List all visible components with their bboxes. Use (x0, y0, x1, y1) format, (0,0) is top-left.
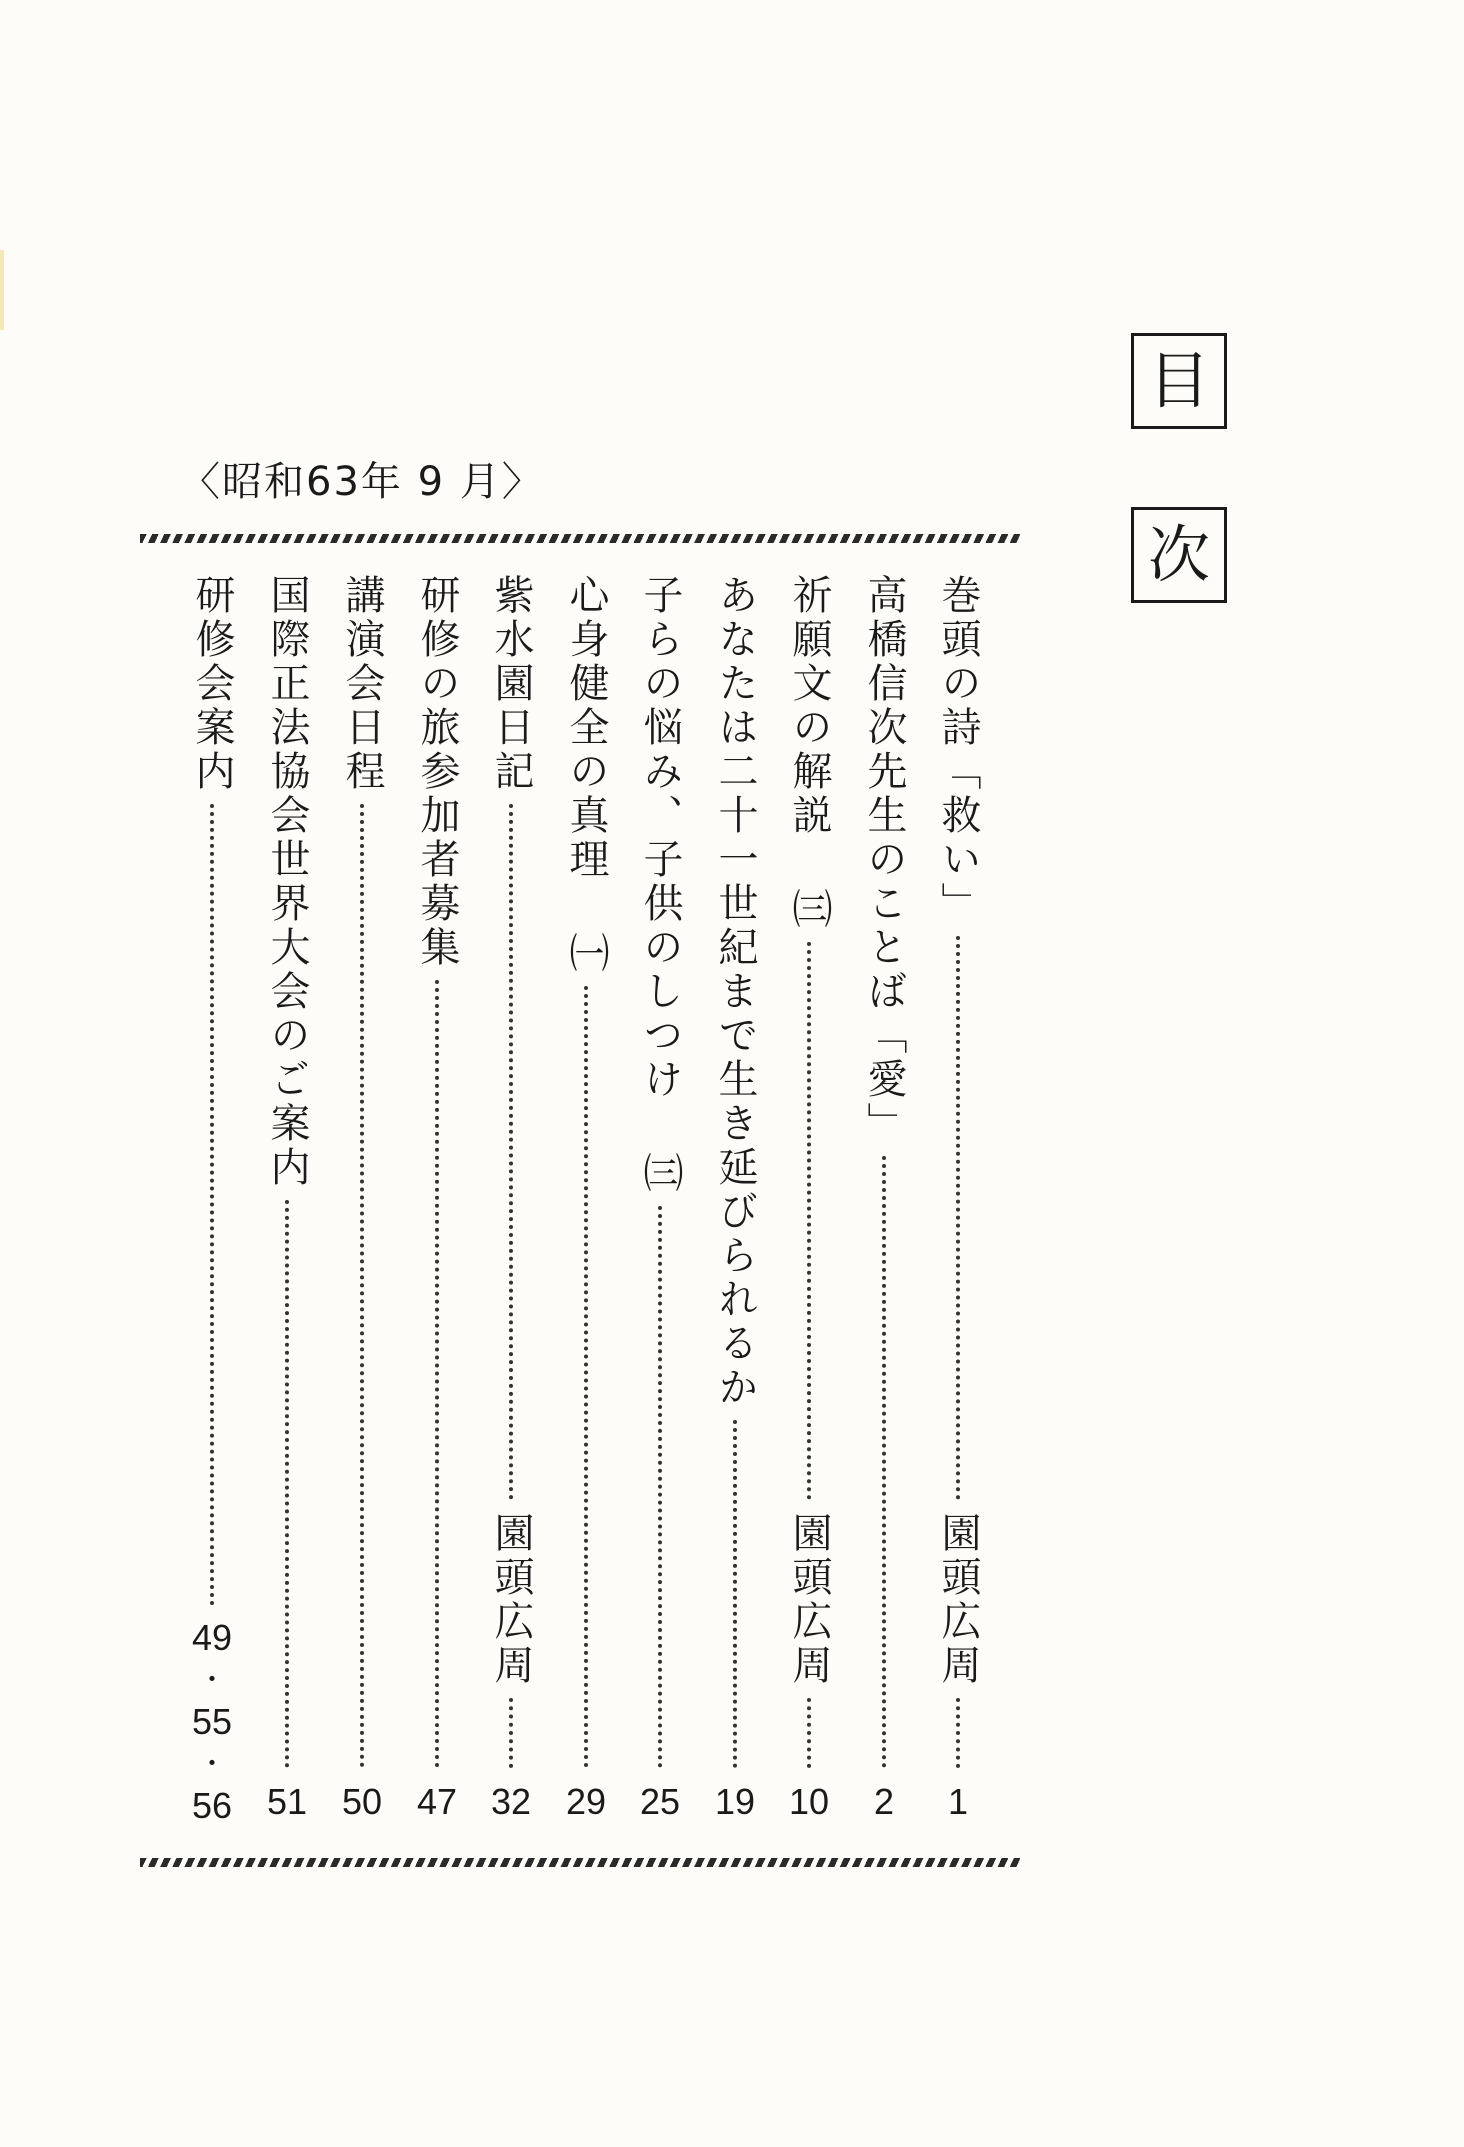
toc-entry-page: 29 (565, 1781, 607, 1822)
toc-entry-page: 25 (639, 1781, 681, 1822)
toc-entry-title: 紫水園日記 (488, 574, 534, 794)
page-separator: ・ (197, 1748, 226, 1779)
toc-title-char-1: 目 (1131, 333, 1227, 429)
toc-entry-page: 19 (714, 1781, 756, 1822)
toc-entry-page: 1 (947, 1781, 969, 1822)
toc-entry-page: 10 (788, 1781, 830, 1822)
dot-leader (584, 986, 588, 1768)
top-divider (140, 534, 1020, 543)
toc-entry (556, 574, 616, 1824)
dot-leader (360, 804, 364, 1768)
bottom-divider (140, 1858, 1020, 1867)
toc-entry-page: 32 (490, 1781, 532, 1822)
toc-entry-title: 講演会日程 (339, 574, 385, 794)
toc-title-char-2: 次 (1131, 507, 1227, 603)
page-separator: ・ (197, 1664, 226, 1695)
dot-leader (210, 804, 214, 1606)
toc-entry-author: 園頭広周 (935, 1512, 981, 1688)
toc-entry-page: 50 (341, 1781, 383, 1822)
toc-entry (705, 574, 765, 1824)
toc-entry-author: 園頭広周 (786, 1512, 832, 1688)
toc-entry-title: 国際正法協会世界大会のご案内 (264, 574, 310, 1190)
dot-leader (807, 1698, 811, 1768)
toc-entry (481, 574, 541, 1824)
toc-entry-title: 巻頭の詩「救い」 (935, 574, 981, 926)
toc-entry-title: 研修の旅参加者募集 (414, 574, 460, 970)
dot-leader (733, 1420, 737, 1768)
toc-entry-page: 2 (873, 1781, 895, 1822)
toc-entry-title: 高橋信次先生のことば「愛」 (861, 574, 907, 1146)
issue-date: 〈昭和63年 9 月〉 (180, 459, 544, 505)
toc-entry (257, 574, 317, 1824)
toc-entry (779, 574, 839, 1824)
toc-entry-author: 園頭広周 (488, 1512, 534, 1688)
dot-leader (509, 1698, 513, 1768)
dot-leader (435, 980, 439, 1768)
page-edge-tint (0, 250, 4, 330)
dot-leader (807, 942, 811, 1500)
toc-entry (854, 574, 914, 1824)
toc-entry-title: 子らの悩み、子供のしつけ ㈢ (637, 574, 683, 1196)
dot-leader (285, 1200, 289, 1768)
toc-entry (182, 574, 242, 1824)
toc-entry-page: 49 (191, 1617, 233, 1658)
toc-entry (630, 574, 690, 1824)
dot-leader (956, 936, 960, 1500)
toc-entry-pages (191, 1617, 233, 1826)
toc-entry (407, 574, 467, 1824)
toc-entry-page: 55 (191, 1701, 233, 1742)
toc-entry-page: 56 (191, 1785, 233, 1826)
toc-entry-page: 51 (266, 1781, 308, 1822)
dot-leader (882, 1156, 886, 1768)
toc-entry (332, 574, 392, 1824)
toc-entry-title: 研修会案内 (189, 574, 235, 794)
toc-entry (928, 574, 988, 1824)
toc-entry-title: あなたは二十一世紀まで生き延びられるか (712, 574, 758, 1410)
toc-entry-title: 心身健全の真理 ㈠ (563, 574, 609, 976)
toc-entry-page: 47 (416, 1781, 458, 1822)
dot-leader (956, 1698, 960, 1768)
toc-entry-title: 祈願文の解説 ㈢ (786, 574, 832, 932)
dot-leader (658, 1206, 662, 1768)
dot-leader (509, 804, 513, 1500)
